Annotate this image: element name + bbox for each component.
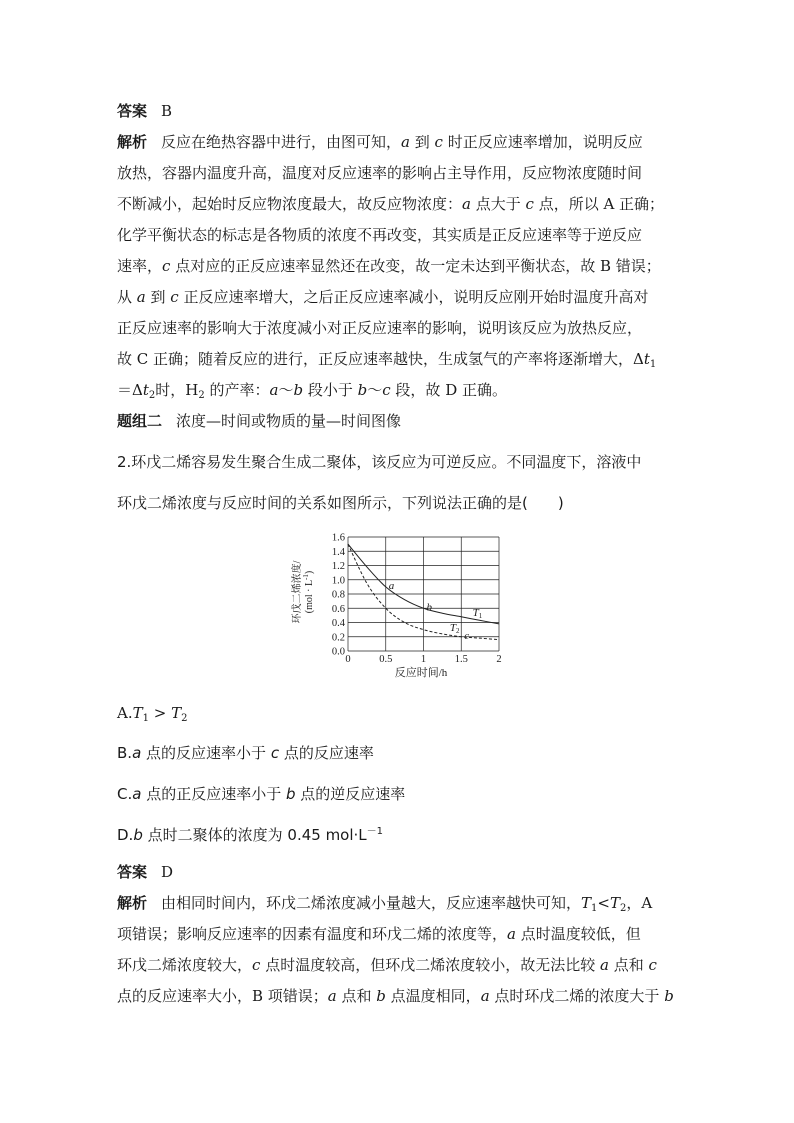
y-axis-unit: $(mol \cdot L^{-1})$	[302, 570, 315, 614]
analysis1-line-2: 放热，容器内温度升高，温度对反应速率的影响占主导作用，反应物浓度随时间	[117, 164, 643, 182]
curve-label-t1: T1	[472, 607, 483, 621]
analysis1-line-9: $=\Delta t_2$时，$H_2$ 的产率：a～b 段小于 b～c 段，故 D 正确。	[117, 381, 507, 401]
analysis2-line-2: 项错误；影响反应速率的因素有温度和环戊二烯的浓度等，a 点时温度较低，但	[117, 925, 641, 943]
y-tick-label: 0.2	[331, 632, 345, 644]
x-tick-label: 1.5	[454, 654, 468, 665]
y-tick-label: 0.6	[331, 603, 345, 615]
grid	[348, 537, 499, 651]
analysis2-line-3: 环戊二烯浓度较大，c 点时温度较高，但环戊二烯浓度较小，故无法比较 a 点和 c	[117, 956, 657, 974]
y-axis-label: 环戊二烯浓度/	[292, 560, 303, 624]
x-axis-label: 反应时间/h	[394, 667, 448, 679]
analysis-label: 解析	[117, 894, 148, 912]
analysis-label: 解析	[117, 133, 148, 151]
x-tick-label: 1	[420, 654, 427, 665]
analysis2-line-1: 解析 由相同时间内，环戊二烯浓度减小量越大，反应速率越快可知，$T_1<T_2$，A	[117, 894, 653, 914]
answer-value: D	[161, 863, 174, 881]
concentration-time-chart	[286, 528, 508, 680]
y-tick-label: 1.4	[331, 546, 345, 558]
group-title	[117, 414, 401, 429]
y-tick-label: 0.4	[331, 618, 345, 629]
analysis1-line-6: 从 a 到 c 正反应速率增大，之后正反应速率减小，说明反应刚开始时温度升高对	[117, 288, 649, 306]
analysis1-line-4: 化学平衡状态的标志是各物质的浓度不再改变，其实质是正反应速率等于逆反应	[117, 226, 643, 244]
x-tick-label: 0	[345, 654, 351, 665]
analysis1-line-8: 故 C 正确；随着反应的进行，正反应速率越快，生成氢气的产率将逐渐增大，$\Delta t_1$	[117, 350, 657, 370]
analysis1-line-7: 正反应速率的影响大于浓度减小对正反应速率的影响，说明该反应为放热反应，	[117, 319, 643, 337]
y-tick-label: 1.6	[331, 532, 345, 544]
group-title-label: 题组二	[117, 412, 163, 430]
analysis1-line-5: 速率，c 点对应的正反应速率显然还在改变，故一定未达到平衡状态，故 B 错误；	[117, 257, 661, 275]
analysis1-line-1: 解析 反应在绝热容器中进行，由图可知，a 到 c 时正反应速率增加，说明反应	[117, 133, 643, 151]
analysis2-line-4: 点的反应速率大小，B 项错误；a 点和 b 点温度相同，a 点时环戊二烯的浓度大于 b	[117, 987, 674, 1005]
x-tick-label: 2	[496, 654, 502, 665]
option-c: C.a 点的正反应速率小于 b 点的逆反应速率	[117, 785, 406, 803]
analysis1-line-3: 不断减小，起始时反应物浓度最大，故反应物浓度：a 点大于 c 点，所以 A 正确；	[117, 195, 665, 213]
curve-label-t2: T2	[449, 622, 460, 636]
answer-label: 答案	[117, 102, 148, 120]
option-d: D.b 点时二聚体的浓度为 0.45 $mol\cdot L^{-1}$	[117, 826, 384, 844]
answer-line-1	[117, 104, 172, 119]
group-title-text: 浓度—时间或物质的量—时间图像	[176, 412, 402, 430]
point-label-c: c	[464, 629, 470, 642]
y-tick-label: 1.2	[331, 561, 345, 572]
y-tick-label: 1.0	[331, 575, 345, 587]
option-b: B.a 点的反应速率小于 c 点的反应速率	[117, 744, 374, 762]
answer-value: B	[161, 102, 173, 120]
y-tick-label: 0.0	[331, 646, 345, 658]
question-line-2: 环戊二烯浓度与反应时间的关系如图所示，下列说法正确的是( )	[117, 494, 564, 512]
answer-label: 答案	[117, 863, 148, 881]
question-line-1: 2.环戊二烯容易发生聚合生成二聚体，该反应为可逆反应。不同温度下，溶液中	[117, 453, 642, 471]
option-a: $A.T_1 > T_2$	[117, 704, 188, 724]
answer-line-2	[117, 865, 173, 880]
x-tick-label: 0.5	[379, 654, 393, 665]
y-tick-label: 0.8	[331, 589, 345, 601]
point-label-b: b	[426, 601, 432, 614]
point-label-a: a	[388, 579, 395, 592]
